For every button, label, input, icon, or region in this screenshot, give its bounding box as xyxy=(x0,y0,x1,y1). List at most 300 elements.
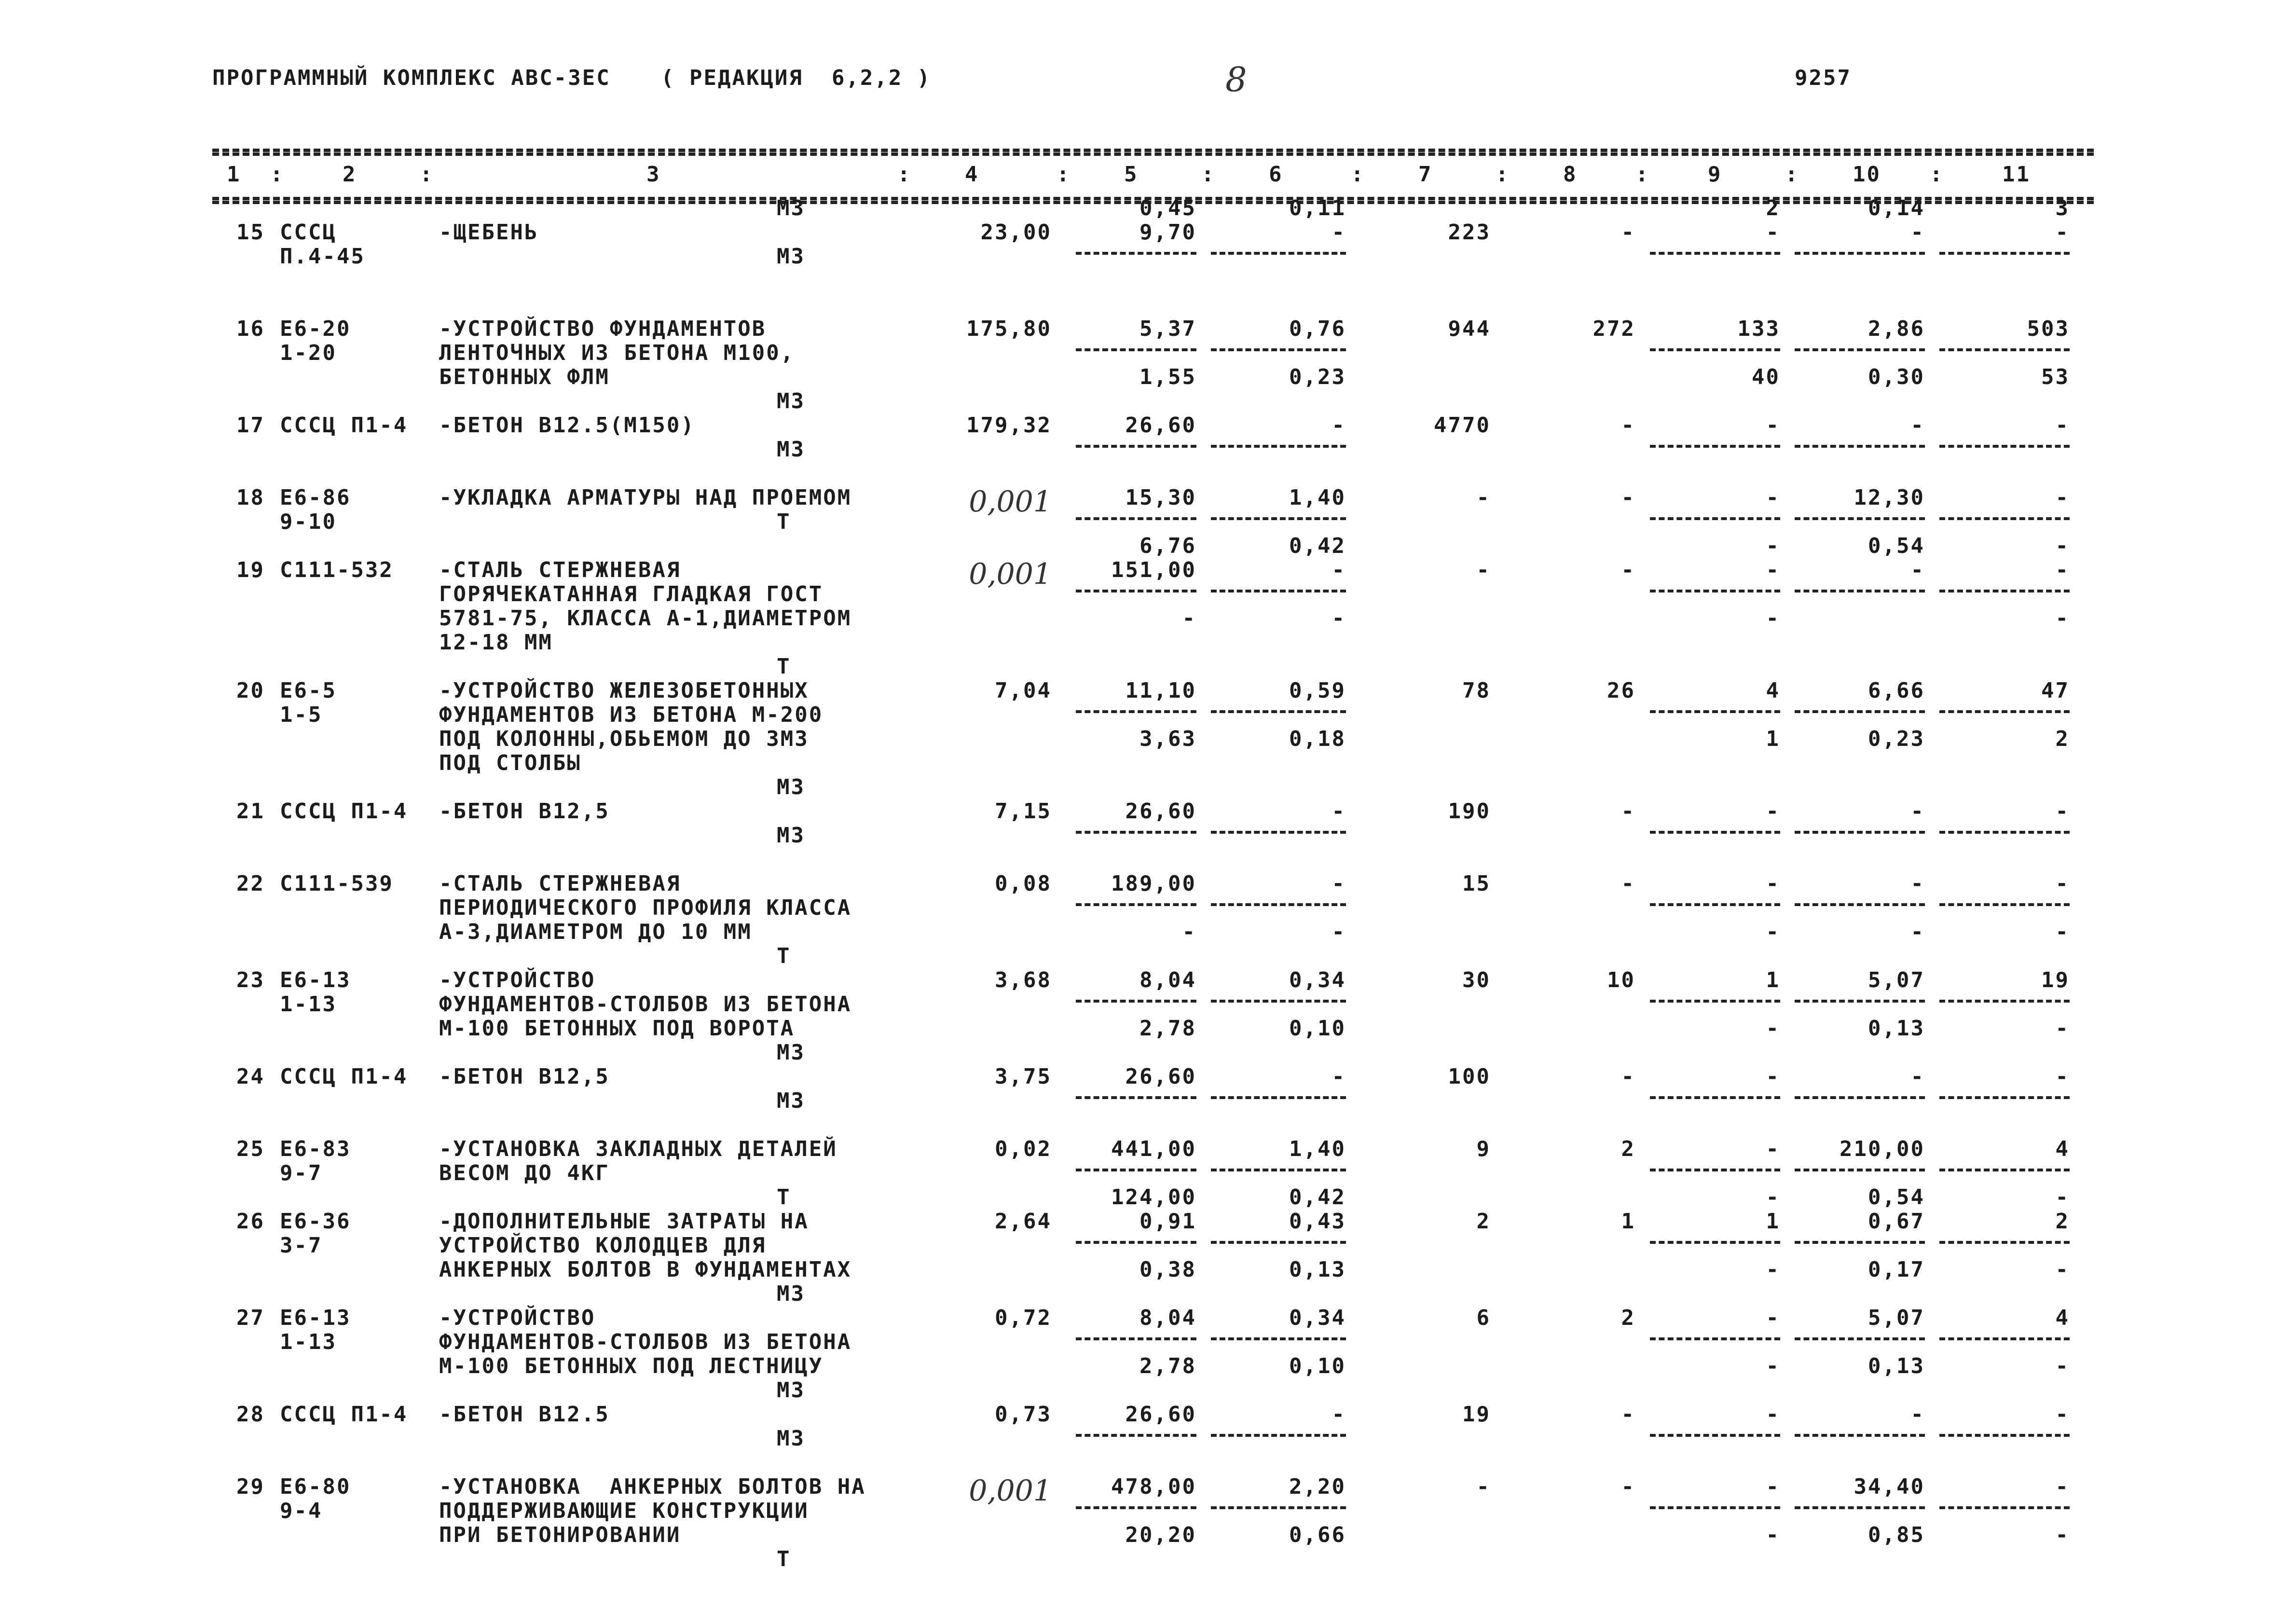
value-c7: - xyxy=(1476,485,1491,510)
norm-code: Е6-20 xyxy=(280,317,351,341)
norm-code: П.4-45 xyxy=(280,244,365,269)
work-description: -БЕТОН В12,5 xyxy=(439,799,610,824)
work-description: М-100 БЕТОННЫХ ПОД ЛЕСТНИЦУ xyxy=(439,1354,824,1378)
value-c11: 19 xyxy=(2041,968,2070,992)
quantity: 23,00 xyxy=(980,220,1052,245)
col-header-3: 3 xyxy=(646,162,661,187)
value-c6-sub: 0,66 xyxy=(1289,1523,1346,1547)
subtotal-divider xyxy=(1939,1506,2070,1509)
col-header-1: 1 xyxy=(227,162,241,187)
unit-label: М3 xyxy=(777,1426,805,1451)
value-c9-sub: - xyxy=(1766,920,1780,944)
page-mark: 8 xyxy=(1225,60,1247,99)
row-number: 16 xyxy=(236,317,265,341)
quantity: 0,08 xyxy=(995,871,1052,896)
value-c5-sub: 0,38 xyxy=(1140,1257,1196,1282)
subtotal-divider xyxy=(1211,710,1346,713)
value-c10: - xyxy=(1910,1402,1925,1427)
row-number: 20 xyxy=(236,678,265,703)
value-c9-sub: - xyxy=(1766,1523,1780,1547)
value-c6: - xyxy=(1332,558,1346,582)
subtotal-divider xyxy=(1939,710,2070,713)
subtotal-divider xyxy=(1795,252,1925,255)
work-description: ВЕСОМ ДО 4КГ xyxy=(439,1161,610,1185)
value-c10-sub: 0,17 xyxy=(1868,1257,1925,1282)
value-c9-sub: - xyxy=(1766,534,1780,558)
row-number: 22 xyxy=(236,871,265,896)
norm-code: С111-539 xyxy=(280,871,394,896)
value-c11-sub: 53 xyxy=(2041,365,2070,389)
value-c11: - xyxy=(2055,558,2070,582)
value-c8: - xyxy=(1621,1064,1635,1089)
value-c7: 944 xyxy=(1448,317,1491,341)
work-description: ПОД КОЛОННЫ,ОБЬЕМОМ ДО 3М3 xyxy=(439,727,809,751)
quantity: 175,80 xyxy=(966,317,1052,341)
value-c11-sub: - xyxy=(2055,1185,2070,1210)
work-description: ГОРЯЧЕКАТАННАЯ ГЛАДКАЯ ГОСТ xyxy=(439,582,824,606)
value-c6: 0,43 xyxy=(1289,1209,1346,1234)
row-number: 24 xyxy=(236,1064,265,1089)
norm-code: Е6-83 xyxy=(280,1137,351,1161)
value-c9-sub: - xyxy=(1766,1354,1780,1378)
row-number: 21 xyxy=(236,799,265,824)
subtotal-divider xyxy=(1650,1000,1780,1003)
value-c9: - xyxy=(1766,1306,1780,1330)
subtotal-divider xyxy=(1650,1096,1780,1099)
subtotal-divider xyxy=(1939,1000,2070,1003)
value-c11: 47 xyxy=(2041,678,2070,703)
value-c11: - xyxy=(2055,485,2070,510)
subtotal-divider xyxy=(1076,831,1196,834)
col-sep: : xyxy=(1057,162,1071,187)
value-c9-sub: - xyxy=(1766,1016,1780,1041)
value-c10: - xyxy=(1910,558,1925,582)
value-c5: 8,04 xyxy=(1140,968,1196,992)
subtotal-divider xyxy=(1076,1169,1196,1171)
value-c5: 151,00 xyxy=(1111,558,1196,582)
work-description: 12-18 ММ xyxy=(439,630,553,655)
value-c7: - xyxy=(1476,1474,1491,1499)
subtotal-divider xyxy=(1076,1241,1196,1244)
edition-label: ( РЕДАКЦИЯ 6,2,2 ) xyxy=(661,66,932,90)
quantity: 0,73 xyxy=(995,1402,1052,1427)
value-c10-sub: 0,85 xyxy=(1868,1523,1925,1547)
subtotal-divider xyxy=(1211,517,1346,520)
value-c5: 26,60 xyxy=(1125,1402,1196,1427)
norm-code: 3-7 xyxy=(280,1233,323,1258)
subtotal-divider xyxy=(1939,252,2070,255)
value-c10-sub: 0,54 xyxy=(1868,1185,1925,1210)
value-c9: - xyxy=(1766,1474,1780,1499)
quantity: 0,02 xyxy=(995,1137,1052,1161)
norm-code: Е6-86 xyxy=(280,485,351,510)
value-c6-sub: 0,10 xyxy=(1289,1354,1346,1378)
subtotal-divider xyxy=(1211,445,1346,448)
subtotal-divider xyxy=(1211,831,1346,834)
work-description: -БЕТОН В12.5 xyxy=(439,1402,610,1427)
value-c6: - xyxy=(1332,1402,1346,1427)
value-c5-sub: 2,78 xyxy=(1140,1354,1196,1378)
unit-label: М3 xyxy=(777,437,805,462)
col-header-4: 4 xyxy=(965,162,979,187)
work-description: ПОДДЕРЖИВАЮЩИЕ КОНСТРУКЦИИ xyxy=(439,1499,809,1523)
value-c6: - xyxy=(1332,220,1346,245)
subtotal-divider xyxy=(1939,445,2070,448)
subtotal-divider xyxy=(1076,1337,1196,1340)
value-c11: - xyxy=(2055,413,2070,438)
work-description: -СТАЛЬ СТЕРЖНЕВАЯ xyxy=(439,558,681,582)
value-c6-sub: - xyxy=(1332,606,1346,631)
unit-label: М3 xyxy=(777,775,805,799)
value-c6: 1,40 xyxy=(1289,485,1346,510)
value-c10: 0,67 xyxy=(1868,1209,1925,1234)
work-description: М-100 БЕТОННЫХ ПОД ВОРОТА xyxy=(439,1016,795,1041)
unit-label: М3 xyxy=(777,1040,805,1065)
norm-code: СССЦ П1-4 xyxy=(280,799,408,824)
value-c8: - xyxy=(1621,485,1635,510)
work-description: -УСТРОЙСТВО xyxy=(439,1306,596,1330)
unit-label: М3 xyxy=(777,1088,805,1113)
row-number: 28 xyxy=(236,1402,265,1427)
value-c9: 133 xyxy=(1737,317,1780,341)
value-c5: 9,70 xyxy=(1140,220,1196,245)
work-description: АНКЕРНЫХ БОЛТОВ В ФУНДАМЕНТАХ xyxy=(439,1257,852,1282)
subtotal-divider xyxy=(1076,445,1196,448)
value-c7: 2 xyxy=(1476,1209,1491,1234)
value-c10-top: 0,14 xyxy=(1868,196,1925,220)
value-c7: 19 xyxy=(1462,1402,1491,1427)
value-c11-top: 3 xyxy=(2055,196,2070,220)
value-c10: 34,40 xyxy=(1853,1474,1925,1499)
work-description: ПРИ БЕТОНИРОВАНИИ xyxy=(439,1523,681,1547)
doc-number: 9257 xyxy=(1795,66,1852,90)
unit-label: М3 xyxy=(777,196,805,220)
subtotal-divider xyxy=(1795,1000,1925,1003)
norm-code: СССЦ П1-4 xyxy=(280,413,408,438)
subtotal-divider xyxy=(1650,1434,1780,1437)
subtotal-divider xyxy=(1211,1000,1346,1003)
value-c10: - xyxy=(1910,1064,1925,1089)
value-c10: 210,00 xyxy=(1840,1137,1925,1161)
subtotal-divider xyxy=(1939,1434,2070,1437)
subtotal-divider xyxy=(1076,252,1196,255)
value-c11: - xyxy=(2055,1402,2070,1427)
col-sep: : xyxy=(270,162,285,187)
subtotal-divider xyxy=(1795,1506,1925,1509)
subtotal-divider xyxy=(1211,590,1346,592)
unit-label: Т xyxy=(777,1185,791,1210)
value-c11-sub: - xyxy=(2055,534,2070,558)
value-c8: - xyxy=(1621,413,1635,438)
row-number: 26 xyxy=(236,1209,265,1234)
subtotal-divider xyxy=(1795,903,1925,906)
unit-label: М3 xyxy=(777,823,805,848)
subtotal-divider xyxy=(1939,903,2070,906)
col-header-6: 6 xyxy=(1269,162,1283,187)
value-c11: 4 xyxy=(2055,1306,2070,1330)
subtotal-divider xyxy=(1211,1506,1346,1509)
subtotal-divider xyxy=(1795,517,1925,520)
subtotal-divider xyxy=(1939,348,2070,351)
work-description: -УСТРОЙСТВО ЖЕЛЕЗОБЕТОННЫХ xyxy=(439,678,809,703)
subtotal-divider xyxy=(1211,348,1346,351)
value-c10: 5,07 xyxy=(1868,968,1925,992)
value-c5: 11,10 xyxy=(1125,678,1196,703)
value-c5: 26,60 xyxy=(1125,799,1196,824)
value-c8: 2 xyxy=(1621,1137,1635,1161)
col-header-8: 8 xyxy=(1563,162,1578,187)
value-c11: - xyxy=(2055,1064,2070,1089)
subtotal-divider xyxy=(1211,252,1346,255)
value-c5: 0,91 xyxy=(1140,1209,1196,1234)
value-c11-sub: - xyxy=(2055,1523,2070,1547)
subtotal-divider xyxy=(1939,831,2070,834)
quantity: 0,001 xyxy=(969,485,1052,519)
value-c11-sub: - xyxy=(2055,1016,2070,1041)
value-c6-sub: 0,23 xyxy=(1289,365,1346,389)
subtotal-divider xyxy=(1076,1000,1196,1003)
value-c5: 26,60 xyxy=(1125,1064,1196,1089)
subtotal-divider xyxy=(1076,1096,1196,1099)
quantity: 0,001 xyxy=(969,557,1052,591)
value-c9: - xyxy=(1766,558,1780,582)
value-c6-sub: 0,10 xyxy=(1289,1016,1346,1041)
value-c6: 0,34 xyxy=(1289,1306,1346,1330)
value-c9-sub: - xyxy=(1766,1185,1780,1210)
work-description: ФУНДАМЕНТОВ-СТОЛБОВ ИЗ БЕТОНА xyxy=(439,992,852,1017)
unit-label: Т xyxy=(777,1547,791,1571)
value-c5-sub: 1,55 xyxy=(1140,365,1196,389)
subtotal-divider xyxy=(1939,1096,2070,1099)
value-c6: - xyxy=(1332,413,1346,438)
value-c11: 4 xyxy=(2055,1137,2070,1161)
work-description: ПЕРИОДИЧЕСКОГО ПРОФИЛЯ КЛАССА xyxy=(439,895,852,920)
value-c11-sub: 2 xyxy=(2055,727,2070,751)
work-description: -УКЛАДКА АРМАТУРЫ НАД ПРОЕМОМ xyxy=(439,485,852,510)
subtotal-divider xyxy=(1650,903,1780,906)
work-description: -БЕТОН В12,5 xyxy=(439,1064,610,1089)
subtotal-divider xyxy=(1076,590,1196,592)
value-c9: - xyxy=(1766,1402,1780,1427)
value-c11-sub: - xyxy=(2055,606,2070,631)
value-c7: 15 xyxy=(1462,871,1491,896)
value-c11-sub: - xyxy=(2055,1354,2070,1378)
value-c9-sub: 1 xyxy=(1766,727,1780,751)
col-sep: : xyxy=(1351,162,1365,187)
value-c8: 1 xyxy=(1621,1209,1635,1234)
value-c9: - xyxy=(1766,413,1780,438)
norm-code: 9-7 xyxy=(280,1161,323,1185)
value-c6: 1,40 xyxy=(1289,1137,1346,1161)
col-sep: : xyxy=(420,162,434,187)
subtotal-divider xyxy=(1939,1169,2070,1171)
work-description: -СТАЛЬ СТЕРЖНЕВАЯ xyxy=(439,871,681,896)
work-description: 5781-75, КЛАССА А-1,ДИАМЕТРОМ xyxy=(439,606,852,631)
value-c10: - xyxy=(1910,871,1925,896)
value-c9: - xyxy=(1766,1137,1780,1161)
norm-code: СССЦ П1-4 xyxy=(280,1402,408,1427)
value-c6: 0,76 xyxy=(1289,317,1346,341)
value-c10-sub: 0,13 xyxy=(1868,1016,1925,1041)
value-c5-sub: - xyxy=(1182,920,1196,944)
subtotal-divider xyxy=(1795,1337,1925,1340)
subtotal-divider xyxy=(1650,517,1780,520)
subtotal-divider xyxy=(1795,1434,1925,1437)
value-c6: - xyxy=(1332,799,1346,824)
quantity: 0,001 xyxy=(969,1474,1052,1508)
value-c9: 1 xyxy=(1766,968,1780,992)
subtotal-divider xyxy=(1650,348,1780,351)
unit-label: М3 xyxy=(777,1281,805,1306)
subtotal-divider xyxy=(1650,1241,1780,1244)
norm-code: 9-4 xyxy=(280,1499,323,1523)
value-c6: 0,34 xyxy=(1289,968,1346,992)
value-c7: 190 xyxy=(1448,799,1491,824)
subtotal-divider xyxy=(1795,1169,1925,1171)
quantity: 7,04 xyxy=(995,678,1052,703)
value-c9: - xyxy=(1766,871,1780,896)
quantity: 3,75 xyxy=(995,1064,1052,1089)
work-description: ФУНДАМЕНТОВ-СТОЛБОВ ИЗ БЕТОНА xyxy=(439,1330,852,1354)
norm-code: Е6-13 xyxy=(280,1306,351,1330)
subtotal-divider xyxy=(1650,445,1780,448)
work-description: А-3,ДИАМЕТРОМ ДО 10 ММ xyxy=(439,920,752,944)
value-c10: 12,30 xyxy=(1853,485,1925,510)
value-c8: - xyxy=(1621,1402,1635,1427)
value-c7: 9 xyxy=(1476,1137,1491,1161)
value-c6-sub: - xyxy=(1332,920,1346,944)
unit-label: Т xyxy=(777,944,791,968)
value-c11: - xyxy=(2055,871,2070,896)
value-c11-sub: - xyxy=(2055,1257,2070,1282)
row-number: 15 xyxy=(236,220,265,245)
subtotal-divider xyxy=(1650,1506,1780,1509)
norm-code: С111-532 xyxy=(280,558,394,582)
norm-code: 1-13 xyxy=(280,992,337,1017)
subtotal-divider xyxy=(1076,517,1196,520)
quantity: 2,64 xyxy=(995,1209,1052,1234)
value-c6-top: 0,11 xyxy=(1289,196,1346,220)
quantity: 0,72 xyxy=(995,1306,1052,1330)
subtotal-divider xyxy=(1211,1241,1346,1244)
row-number: 23 xyxy=(236,968,265,992)
value-c9: 4 xyxy=(1766,678,1780,703)
value-c11: - xyxy=(2055,799,2070,824)
value-c6-sub: 0,13 xyxy=(1289,1257,1346,1282)
row-number: 19 xyxy=(236,558,265,582)
subtotal-divider xyxy=(1795,445,1925,448)
value-c7: 78 xyxy=(1462,678,1491,703)
value-c5-sub: 3,63 xyxy=(1140,727,1196,751)
value-c5-sub: 20,20 xyxy=(1125,1523,1196,1547)
value-c11-sub: - xyxy=(2055,920,2070,944)
value-c5-sub: - xyxy=(1182,606,1196,631)
subtotal-divider xyxy=(1211,1337,1346,1340)
value-c11: 2 xyxy=(2055,1209,2070,1234)
subtotal-divider xyxy=(1650,252,1780,255)
subtotal-divider xyxy=(1795,348,1925,351)
value-c6-sub: 0,42 xyxy=(1289,534,1346,558)
value-c10: - xyxy=(1910,799,1925,824)
value-c7: 4770 xyxy=(1434,413,1491,438)
value-c10-sub: 0,54 xyxy=(1868,534,1925,558)
value-c5: 8,04 xyxy=(1140,1306,1196,1330)
subtotal-divider xyxy=(1076,710,1196,713)
work-description: -БЕТОН В12.5(М150) xyxy=(439,413,695,438)
value-c5: 5,37 xyxy=(1140,317,1196,341)
row-number: 18 xyxy=(236,485,265,510)
value-c10: 5,07 xyxy=(1868,1306,1925,1330)
norm-code: Е6-5 xyxy=(280,678,337,703)
value-c6-sub: 0,42 xyxy=(1289,1185,1346,1210)
subtotal-divider xyxy=(1650,831,1780,834)
value-c5: 26,60 xyxy=(1125,413,1196,438)
work-description: ЛЕНТОЧНЫХ ИЗ БЕТОНА М100, xyxy=(439,341,795,365)
subtotal-divider xyxy=(1076,348,1196,351)
subtotal-divider xyxy=(1650,1337,1780,1340)
work-description: ФУНДАМЕНТОВ ИЗ БЕТОНА М-200 xyxy=(439,702,824,727)
quantity: 3,68 xyxy=(995,968,1052,992)
col-header-5: 5 xyxy=(1124,162,1139,187)
value-c7: 6 xyxy=(1476,1306,1491,1330)
header-rule-top xyxy=(212,149,2094,152)
unit-label: Т xyxy=(777,509,791,534)
value-c7: - xyxy=(1476,558,1491,582)
unit-label: М3 xyxy=(777,1378,805,1403)
work-description: УСТРОЙСТВО КОЛОДЦЕВ ДЛЯ xyxy=(439,1233,767,1258)
value-c6-sub: 0,18 xyxy=(1289,727,1346,751)
work-description: -УСТАНОВКА ЗАКЛАДНЫХ ДЕТАЛЕЙ xyxy=(439,1137,837,1161)
value-c6: 2,20 xyxy=(1289,1474,1346,1499)
subtotal-divider xyxy=(1795,710,1925,713)
value-c10: 2,86 xyxy=(1868,317,1925,341)
value-c5: 478,00 xyxy=(1111,1474,1196,1499)
value-c5: 189,00 xyxy=(1111,871,1196,896)
col-header-7: 7 xyxy=(1418,162,1433,187)
norm-code: 1-13 xyxy=(280,1330,337,1354)
value-c9: - xyxy=(1766,1064,1780,1089)
quantity: 7,15 xyxy=(995,799,1052,824)
value-c8: 10 xyxy=(1607,968,1635,992)
norm-code: Е6-80 xyxy=(280,1474,351,1499)
norm-code: 1-5 xyxy=(280,702,323,727)
work-description: -ДОПОЛНИТЕЛЬНЫЕ ЗАТРАТЫ НА xyxy=(439,1209,809,1234)
norm-code: СССЦ П1-4 xyxy=(280,1064,408,1089)
value-c10: 6,66 xyxy=(1868,678,1925,703)
value-c8: - xyxy=(1621,799,1635,824)
norm-code: Е6-13 xyxy=(280,968,351,992)
value-c9: - xyxy=(1766,799,1780,824)
subtotal-divider xyxy=(1076,1506,1196,1509)
col-sep: : xyxy=(897,162,912,187)
work-description: -УСТАНОВКА АНКЕРНЫХ БОЛТОВ НА xyxy=(439,1474,866,1499)
col-sep: : xyxy=(1930,162,1944,187)
col-header-2: 2 xyxy=(343,162,357,187)
subtotal-divider xyxy=(1076,1434,1196,1437)
value-c5-top: 0,45 xyxy=(1140,196,1196,220)
col-sep: : xyxy=(1496,162,1510,187)
value-c8: 26 xyxy=(1607,678,1635,703)
subtotal-divider xyxy=(1650,710,1780,713)
value-c10: - xyxy=(1910,220,1925,245)
value-c9-sub: - xyxy=(1766,606,1780,631)
subtotal-divider xyxy=(1211,1169,1346,1171)
value-c7: 30 xyxy=(1462,968,1491,992)
value-c11: - xyxy=(2055,1474,2070,1499)
subtotal-divider xyxy=(1939,590,2070,592)
subtotal-divider xyxy=(1795,590,1925,592)
subtotal-divider xyxy=(1795,1241,1925,1244)
